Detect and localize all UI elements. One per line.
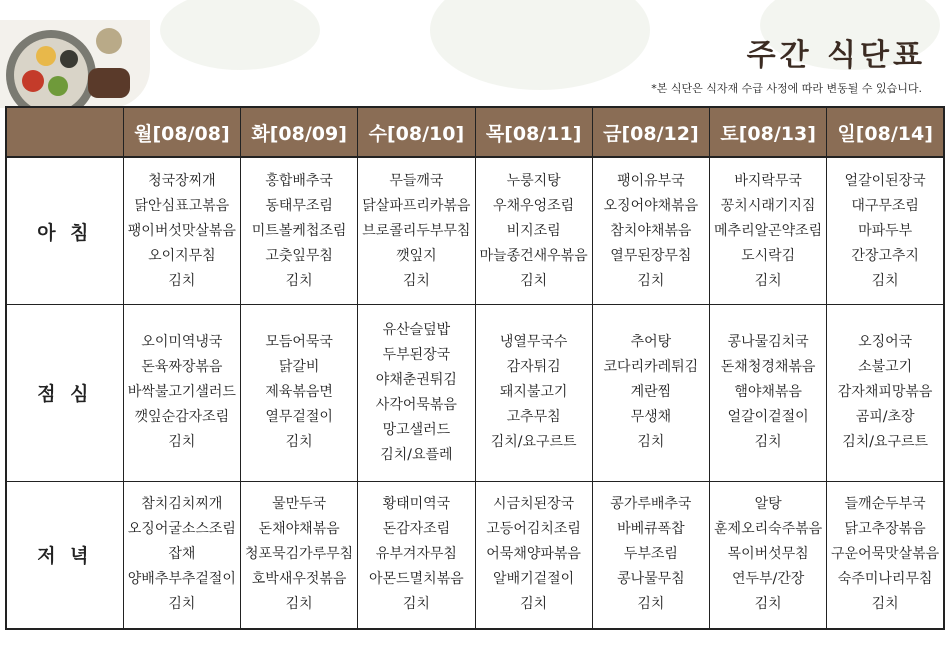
menu-item: 미트볼케첩조림 [251, 222, 347, 239]
menu-cell [592, 157, 709, 305]
menu-item: 대구무조림 [851, 197, 919, 214]
menu-cell [358, 481, 475, 629]
day-header: 토[08/13] [710, 107, 827, 157]
menu-item: 닭안심표고볶음 [134, 197, 230, 214]
menu-item: 돈육짜장볶음 [141, 359, 223, 376]
menu-item: 알탕 [754, 496, 782, 513]
menu-item: 오이지무침 [148, 247, 216, 264]
menu-item: 돈채야채볶음 [258, 521, 340, 538]
menu-item: 김치 [520, 272, 548, 289]
menu-item: 깻잎지 [396, 247, 437, 264]
menu-cell [475, 481, 592, 629]
menu-item: 알배기겉절이 [493, 571, 575, 588]
menu-item: 두부된장국 [382, 346, 451, 363]
menu-item: 깻잎순감자조림 [134, 409, 230, 426]
menu-item: 어묵채양파볶음 [486, 546, 581, 563]
menu-item: 콩나물무침 [617, 571, 685, 588]
menu-cell [592, 481, 709, 629]
menu-item: 김치 [754, 272, 782, 289]
menu-item: 김치 [168, 272, 196, 289]
menu-cell [475, 305, 592, 481]
meal-row [6, 305, 944, 481]
menu-item: 얼갈이겉절이 [727, 409, 809, 426]
menu-item: 김치 [285, 596, 313, 613]
day-header: 금[08/12] [592, 107, 709, 157]
menu-item: 모듬어묵국 [265, 334, 333, 351]
menu-item: 김치 [637, 434, 665, 451]
menu-item: 김치 [871, 272, 899, 289]
menu-item: 돼지불고기 [499, 384, 568, 401]
menu-item: 코다리카레튀김 [603, 359, 699, 376]
menu-item: 무생채 [630, 409, 672, 426]
menu-item: 감자채피망볶음 [837, 384, 933, 401]
menu-item: 얼갈이된장국 [844, 172, 926, 189]
menu-item: 두부조림 [623, 546, 678, 563]
menu-item: 참치야채볶음 [610, 222, 692, 239]
menu-item: 간장고추지 [851, 247, 919, 264]
menu-cell [592, 305, 709, 481]
menu-item: 청국장찌개 [148, 172, 216, 189]
menu-item: 바싹불고기샐러드 [127, 384, 236, 401]
background-leaf [430, 0, 650, 90]
meal-label: 저 녁 [6, 481, 123, 629]
menu-item: 참치김치찌개 [141, 496, 223, 513]
meal-row [6, 157, 944, 305]
menu-item: 고등어김치조림 [486, 521, 581, 538]
menu-item: 김치 [402, 596, 430, 613]
menu-item: 김치/요구르트 [842, 434, 929, 451]
menu-item: 햄야채볶음 [734, 384, 802, 401]
menu-item: 누룽지탕 [506, 172, 561, 189]
menu-item: 들깨순두부국 [844, 496, 926, 513]
menu-item: 시금치된장국 [493, 496, 575, 513]
menu-item: 계란찜 [630, 384, 672, 401]
menu-item: 바지락무국 [734, 172, 802, 189]
menu-cell [241, 305, 358, 481]
menu-cell [123, 481, 240, 629]
menu-item: 사각어묵볶음 [375, 396, 457, 413]
day-header-row [6, 107, 944, 157]
menu-cell [710, 157, 827, 305]
menu-item: 청포묵김가루무침 [245, 546, 354, 563]
day-header: 월[08/08] [123, 107, 240, 157]
menu-item: 유산슬덮밥 [382, 321, 451, 338]
menu-item: 유부겨자무침 [375, 546, 457, 563]
menu-item: 목이버섯무침 [727, 546, 809, 563]
day-header: 수[08/10] [358, 107, 475, 157]
menu-cell [123, 157, 240, 305]
menu-item: 김치/요구르트 [490, 434, 577, 451]
menu-item: 김치 [871, 596, 899, 613]
menu-item: 마파두부 [858, 222, 913, 239]
menu-item: 망고샐러드 [382, 421, 451, 438]
menu-item: 닭고추장볶음 [844, 521, 926, 538]
menu-item: 김치 [285, 272, 313, 289]
meal-row [6, 481, 944, 629]
menu-item: 김치/요플레 [380, 446, 453, 463]
menu-item: 아몬드멸치볶음 [369, 571, 464, 588]
menu-item: 구운어묵맛살볶음 [831, 546, 940, 563]
menu-item: 김치 [285, 434, 313, 451]
menu-cell [827, 305, 944, 481]
menu-cell [241, 481, 358, 629]
menu-item: 숙주미나리무침 [837, 571, 933, 588]
menu-cell [710, 305, 827, 481]
menu-item: 호박새우젓볶음 [251, 571, 347, 588]
menu-item: 김치 [754, 434, 782, 451]
menu-cell [123, 305, 240, 481]
menu-cell [358, 305, 475, 481]
menu-item: 김치 [168, 596, 196, 613]
menu-item: 비지조림 [506, 222, 561, 239]
menu-item: 제육볶음면 [265, 384, 333, 401]
menu-item: 돈채청경채볶음 [720, 359, 816, 376]
menu-item: 감자튀김 [506, 359, 561, 376]
menu-item: 오징어국 [858, 334, 913, 351]
menu-item: 브로콜리두부무침 [362, 222, 471, 239]
menu-item: 도시락김 [741, 247, 796, 264]
menu-item: 팽이버섯맛살볶음 [127, 222, 236, 239]
menu-item: 양배추부추겉절이 [127, 571, 236, 588]
menu-item: 김치 [520, 596, 548, 613]
menu-item: 오이미역냉국 [141, 334, 223, 351]
menu-cell [827, 157, 944, 305]
menu-item: 돈감자조림 [382, 521, 451, 538]
corner-cell [6, 107, 123, 157]
day-header: 화[08/09] [241, 107, 358, 157]
menu-item: 닭살파프리카볶음 [362, 197, 471, 214]
menu-item: 홍합배추국 [265, 172, 333, 189]
background-leaf [160, 0, 320, 70]
page-title: 주간 식단표 [746, 38, 926, 73]
menu-item: 콩나물김치국 [727, 334, 809, 351]
menu-item: 오징어굴소스조림 [127, 521, 236, 538]
menu-item: 고추무침 [506, 409, 561, 426]
menu-item: 냉열무국수 [499, 334, 568, 351]
menu-cell [475, 157, 592, 305]
menu-item: 야채춘권튀김 [375, 371, 457, 388]
menu-item: 바베큐폭찹 [617, 521, 685, 538]
menu-table [5, 106, 945, 630]
menu-item: 꽁치시래기지짐 [720, 197, 816, 214]
menu-item: 잡채 [168, 546, 196, 563]
menu-item: 닭갈비 [278, 359, 320, 376]
menu-item: 메추리알곤약조림 [714, 222, 823, 239]
menu-item: 고춧잎무침 [265, 247, 333, 264]
menu-item: 추어탕 [630, 334, 672, 351]
menu-item: 곰피/초장 [855, 409, 915, 426]
menu-cell [358, 157, 475, 305]
menu-item: 열무겉절이 [265, 409, 333, 426]
menu-item: 오징어야채볶음 [603, 197, 699, 214]
menu-cell [241, 157, 358, 305]
menu-item: 마늘종건새우볶음 [479, 247, 588, 264]
day-header: 목[08/11] [475, 107, 592, 157]
menu-item: 김치 [637, 596, 665, 613]
notice-text: *본 식단은 식자재 수급 사정에 따라 변동될 수 있습니다. [651, 82, 922, 95]
menu-item: 열무된장무침 [610, 247, 692, 264]
day-header: 일[08/14] [827, 107, 944, 157]
menu-item: 김치 [168, 434, 196, 451]
menu-item: 무들깨국 [389, 172, 444, 189]
menu-item: 김치 [402, 272, 430, 289]
menu-item: 소불고기 [858, 359, 913, 376]
menu-cell [710, 481, 827, 629]
menu-item: 황태미역국 [382, 496, 451, 513]
menu-cell [827, 481, 944, 629]
meal-label: 점 심 [6, 305, 123, 481]
menu-item: 훈제오리숙주볶음 [714, 521, 823, 538]
menu-item: 김치 [754, 596, 782, 613]
food-photo [0, 20, 150, 108]
menu-item: 연두부/간장 [731, 571, 805, 588]
menu-item: 동태무조림 [265, 197, 333, 214]
menu-item: 우채우엉조림 [493, 197, 575, 214]
menu-item: 김치 [637, 272, 665, 289]
meal-label: 아 침 [6, 157, 123, 305]
menu-item: 물만두국 [272, 496, 327, 513]
menu-item: 팽이유부국 [617, 172, 685, 189]
menu-item: 콩가루배추국 [610, 496, 692, 513]
